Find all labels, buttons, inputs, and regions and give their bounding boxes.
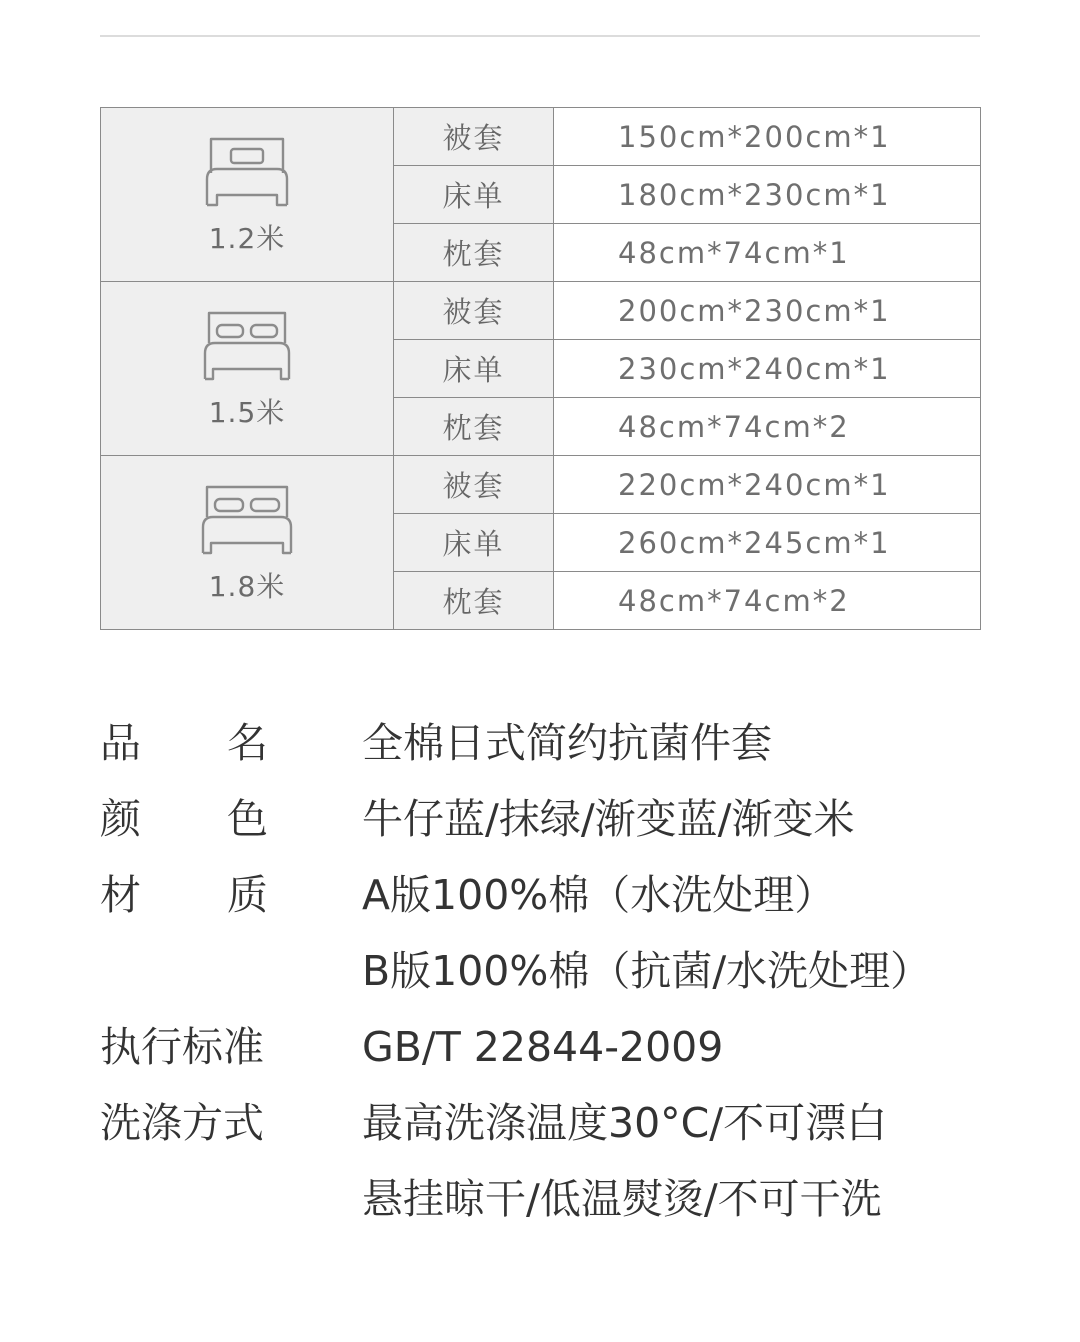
item-size: 220cm*240cm*1 (554, 456, 981, 514)
top-divider (100, 35, 980, 37)
double-bed-icon (201, 307, 293, 387)
spec-material (100, 857, 980, 1009)
item-size: 230cm*240cm*1 (554, 340, 981, 398)
item-size: 150cm*200cm*1 (554, 108, 981, 166)
spec-standard (100, 1009, 980, 1085)
item-name: 枕套 (394, 572, 554, 630)
item-size: 200cm*230cm*1 (554, 282, 981, 340)
item-name: 被套 (394, 282, 554, 340)
table-row (101, 456, 981, 514)
bed-size-label: 1.2米 (208, 221, 286, 255)
spec-label: 执行标准 (100, 1023, 264, 1071)
item-name: 床单 (394, 514, 554, 572)
item-name: 被套 (394, 456, 554, 514)
spec-value: 悬挂晾干/低温熨烫/不可干洗 (362, 1175, 882, 1223)
single-bed-icon (203, 133, 291, 213)
item-size: 48cm*74cm*2 (554, 572, 981, 630)
item-name: 被套 (394, 108, 554, 166)
item-name: 枕套 (394, 398, 554, 456)
bed-size-label: 1.5米 (208, 395, 286, 429)
item-size: 48cm*74cm*1 (554, 224, 981, 282)
spec-value: B版100%棉（抗菌/水洗处理） (362, 947, 932, 995)
spec-value: 牛仔蓝/抹绿/渐变蓝/渐变米 (362, 795, 855, 843)
bed-size-cell (101, 456, 394, 630)
item-size: 48cm*74cm*2 (554, 398, 981, 456)
spec-label: 材 质 (100, 871, 268, 919)
spec-label: 颜 色 (100, 795, 268, 843)
spec-label: 品 名 (100, 719, 268, 767)
spec-value: 全棉日式简约抗菌件套 (362, 719, 772, 767)
spec-washing (100, 1085, 980, 1237)
item-name: 床单 (394, 166, 554, 224)
item-name: 床单 (394, 340, 554, 398)
table-row (101, 282, 981, 340)
bed-size-cell (101, 108, 394, 282)
spec-value: GB/T 22844-2009 (362, 1023, 724, 1071)
table-row (101, 108, 981, 166)
bed-size-cell (101, 282, 394, 456)
spec-product-name (100, 705, 980, 781)
item-size: 260cm*245cm*1 (554, 514, 981, 572)
spec-value: 最高洗涤温度30°C/不可漂白 (362, 1099, 888, 1147)
spec-value: A版100%棉（水洗处理） (362, 871, 836, 919)
bed-size-label: 1.8米 (208, 569, 286, 603)
item-name: 枕套 (394, 224, 554, 282)
spec-list (100, 705, 980, 1237)
item-size: 180cm*230cm*1 (554, 166, 981, 224)
double-bed-icon (199, 481, 295, 561)
size-table (100, 107, 981, 630)
spec-label: 洗涤方式 (100, 1099, 264, 1147)
spec-color (100, 781, 980, 857)
